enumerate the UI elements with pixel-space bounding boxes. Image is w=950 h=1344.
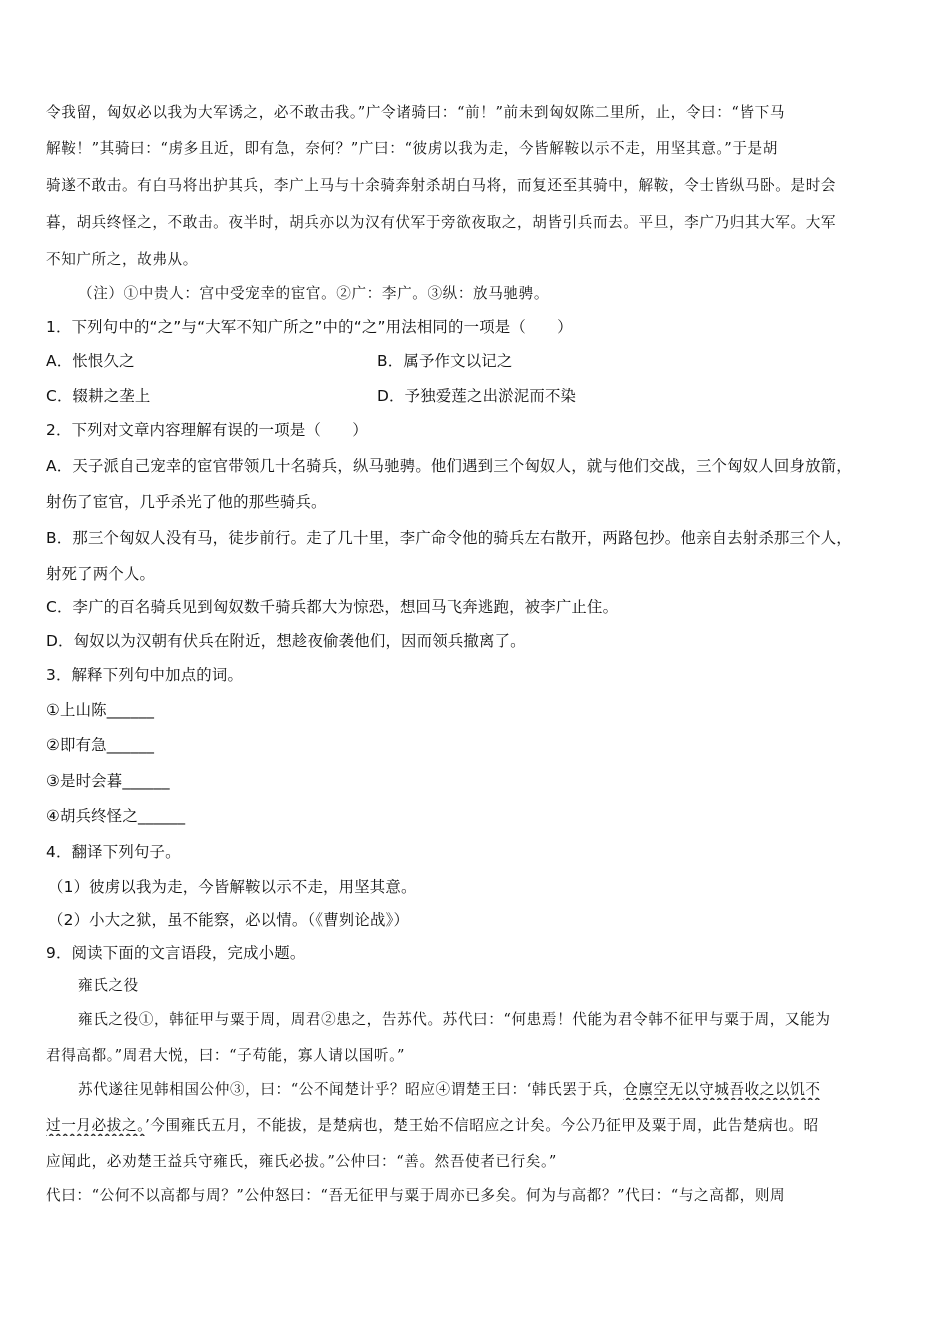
question-1-option-a: A．怅恨久之 bbox=[46, 352, 135, 370]
question-3-item: ②即有急______ bbox=[46, 736, 155, 754]
question-2-option-c: C．李广的百名骑兵见到匈奴数千骑兵都大为惊恐，想回马飞奔逃跑，被李广止住。 bbox=[46, 598, 619, 616]
wavy-underlined-text: 过一月必拔之。 bbox=[46, 1117, 146, 1134]
question-1-option-b: B．属予作文以记之 bbox=[377, 352, 513, 370]
passage-line: 不知广所之，故弗从。 bbox=[46, 251, 198, 268]
question-2-option-d: D．匈奴以为汉朝有伏兵在附近，想趁夜偷袭他们，因而领兵撤离了。 bbox=[46, 632, 526, 650]
passage-line: 解鞍！”其骑曰：“虏多且近，即有急，奈何？”广曰：“彼虏以我为走，今皆解鞍以示不走，用坚其意。”于是胡 bbox=[46, 140, 778, 157]
question-2-option-a: A．天子派自己宠幸的宦官带领几十名骑兵，纵马驰骋。他们遇到三个匈奴人，就与他们交战，三个匈奴人回身放箭， bbox=[46, 457, 852, 475]
passage-line: 君得高都。”周君大悦，曰：“子苟能，寡人请以国听。” bbox=[46, 1047, 406, 1064]
passage-line bbox=[46, 1116, 906, 1136]
passage-line bbox=[78, 1080, 908, 1100]
question-3-item: ①上山陈______ bbox=[46, 701, 155, 719]
question-2-option-a-cont: 射伤了宦官，几乎杀光了他的那些骑兵。 bbox=[46, 493, 327, 511]
wavy-underlined-text: 仓廪空无以守城吾收之以饥不 bbox=[623, 1081, 821, 1098]
passage-line: 雍氏之役①，韩征甲与粟于周，周君②患之，告苏代。苏代曰：“何患焉！代能为君令韩不征甲与粟于周，又能为 bbox=[78, 1011, 831, 1028]
question-4-sentence-2: （2）小大之狱，虽不能察，必以情。（《曹刿论战》） bbox=[48, 911, 410, 929]
passage-line: 暮，胡兵终怪之，不敢击。夜半时，胡兵亦以为汉有伏军于旁欲夜取之，胡皆引兵而去。平旦，李广乃归其大军。大军 bbox=[46, 214, 837, 231]
passage-line: 应闻此，必劝楚王益兵守雍氏，雍氏必拔。”公仲曰：“善。然吾使者已行矣。” bbox=[46, 1153, 557, 1170]
passage-title: 雍氏之役 bbox=[78, 977, 139, 994]
question-1-option-c: C．辍耕之垄上 bbox=[46, 387, 151, 405]
question-3-stem: 3．解释下列句中加点的词。 bbox=[46, 666, 244, 684]
question-2-stem: 2．下列对文章内容理解有误的一项是（ ） bbox=[46, 421, 368, 439]
question-2-option-b: B．那三个匈奴人没有马，徒步前行。走了几十里，李广命令他的骑兵左右散开，两路包抄。他亲自去射杀那三个人， bbox=[46, 529, 852, 547]
passage-note: （注）①中贵人：宫中受宠幸的宦官。②广：李广。③纵：放马驰骋。 bbox=[78, 285, 550, 302]
question-1-option-d: D．予独爱莲之出淤泥而不染 bbox=[377, 387, 577, 405]
passage-line: 代曰：“公何不以高都与周？”公仲怒曰：“吾无征甲与粟于周亦已多矣。何为与高都？”代曰：“与之高都，则周 bbox=[46, 1187, 786, 1204]
question-1-stem: 1．下列句中的“之”与“大军不知广所之”中的“之”用法相同的一项是（ ） bbox=[46, 318, 573, 336]
question-3-item: ④胡兵终怪之______ bbox=[46, 807, 186, 825]
passage-line: 令我留，匈奴必以我为大军诱之，必不敢击我。”广令诸骑曰：“前！”前未到匈奴陈二里所，止，令曰：“皆下马 bbox=[46, 104, 786, 121]
question-4-sentence-1: （1）彼虏以我为走，今皆解鞍以示不走，用坚其意。 bbox=[48, 878, 417, 896]
question-9-stem: 9．阅读下面的文言语段，完成小题。 bbox=[46, 944, 306, 962]
question-4-stem: 4．翻译下列句子。 bbox=[46, 843, 181, 861]
question-2-option-b-cont: 射死了两个人。 bbox=[46, 565, 156, 583]
passage-line: 骑遂不敢击。有白马将出护其兵，李广上马与十余骑奔射杀胡白马将，而复还至其骑中，解鞍，令士皆纵马卧。是时会 bbox=[46, 177, 837, 194]
question-3-item: ③是时会暮______ bbox=[46, 772, 170, 790]
passage-text: ’今围雍氏五月，不能拔，是楚病也，楚王始不信昭应之计矣。今公乃征甲及粟于周，此告楚病也。昭 bbox=[145, 1117, 819, 1134]
passage-text: 苏代遂往见韩相国公仲③，曰：“公不闻楚计乎？昭应④谓楚王曰：‘韩氏罢于兵， bbox=[78, 1081, 624, 1098]
